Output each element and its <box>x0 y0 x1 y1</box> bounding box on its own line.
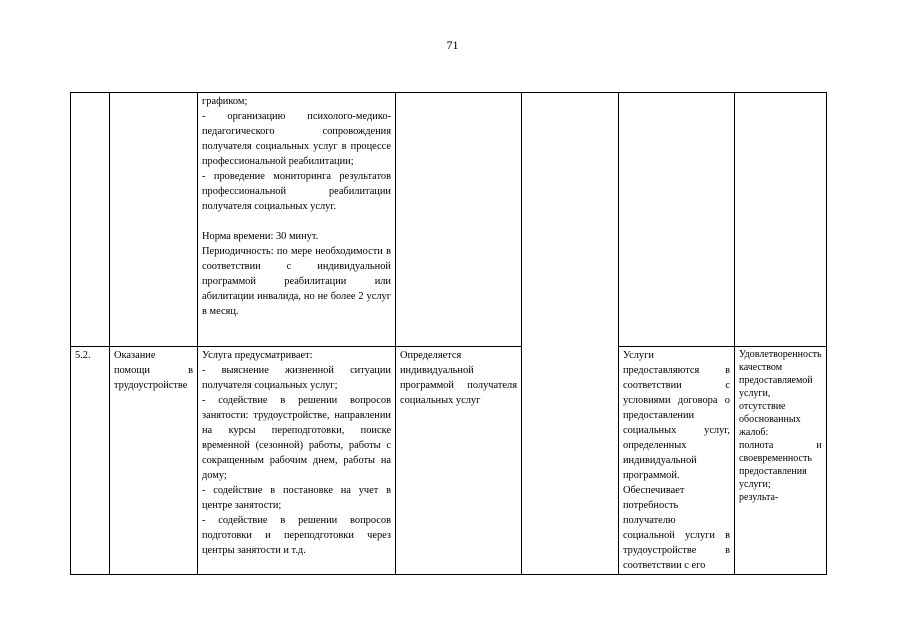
cell-number: 5.2. <box>71 347 110 575</box>
cell-conditions <box>619 347 735 575</box>
cell-merged-empty <box>522 93 619 575</box>
conditions-line: Услуги предоставляются в соответствии с условиями договора о предоставлении социальных услуг, определенных индивидуальной программой. <box>623 350 730 481</box>
description-line: - содействие в решении вопросов подготовки и переподготовки через центры занятости и т.д. <box>202 515 391 556</box>
description-line: - содействие в постановке на учет в центре занятости; <box>202 485 391 511</box>
description-line: Услуга предусматривает: <box>202 350 313 361</box>
services-table <box>70 92 827 575</box>
description-line: - содействие в решении вопросов занятости: трудоустройстве, направлении на курсы переподготовки, поиске временной (сезонной) работы, работы с сокращенным рабочим днем, работы на дому; <box>202 395 391 481</box>
evaluation-line: полнота и своевременность предоставления услуги; <box>739 440 822 490</box>
cell-name-empty <box>110 93 198 347</box>
table-row-5-2 <box>71 347 827 575</box>
table-row-continuation <box>71 93 827 347</box>
page-number: 71 <box>446 38 459 52</box>
cell-evaluation-empty <box>735 93 827 347</box>
cell-conditions-empty <box>619 93 735 347</box>
periodicity: Периодичность: по мере необходимости в соответствии с индивидуальной программой реабилитации или абилитации инвалида, но не более 2 услуг в месяц. <box>202 246 391 317</box>
cell-evaluation <box>735 347 827 575</box>
description-line: - организацию психолого-медико-педагогического сопровождения получателя социальных услуг в процессе профессиональной реабилитации; <box>202 111 391 167</box>
evaluation-line: результа- <box>739 492 779 503</box>
evaluation-line: отсутствие обоснованных жалоб: <box>739 401 801 438</box>
cell-description <box>198 347 396 575</box>
cell-service-name: Оказание помощи в трудоустройстве <box>110 347 198 575</box>
description-line: - выяснение жизненной ситуации получателя социальных услуг; <box>202 365 391 391</box>
evaluation-line: Удовлетворенность качеством предоставляемой услуги, <box>739 349 822 399</box>
cell-volume-empty <box>396 93 522 347</box>
description-spacer <box>202 214 391 229</box>
cell-number-empty <box>71 93 110 347</box>
cell-description-continuation <box>198 93 396 347</box>
conditions-line: Обеспечивает потребность получателю социальной услуги в трудоустройстве в соответствии с его <box>623 485 730 571</box>
cell-volume: Определяется индивидуальной программой получателя социальных услуг <box>396 347 522 575</box>
time-norm: Норма времени: 30 минут. <box>202 231 319 242</box>
description-line: - проведение мониторинга результатов профессиональной реабилитации получателя социальных услуг. <box>202 171 391 212</box>
description-line: графиком; <box>202 96 248 107</box>
